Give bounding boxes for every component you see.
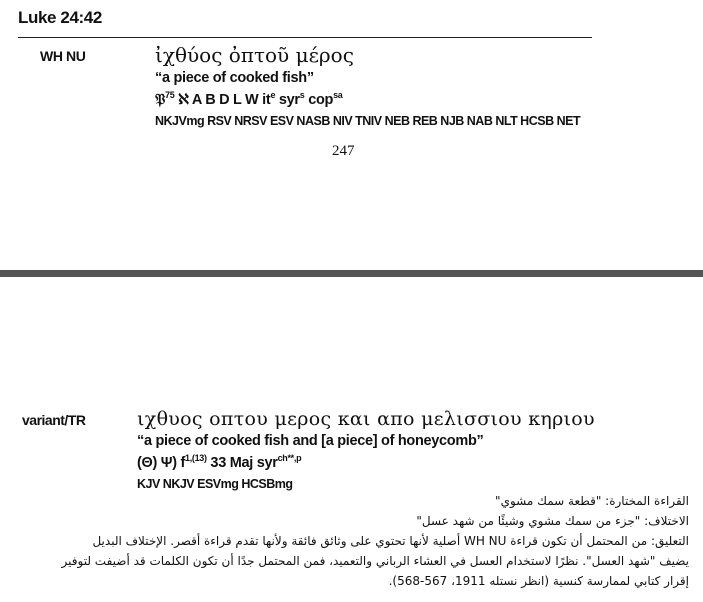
variant-label: variant/TR bbox=[22, 412, 86, 428]
section-divider bbox=[0, 270, 703, 277]
arabic-comment-line: إقرار كتابي لممارسة كنسية (انظر نستله 1911، 567-568). bbox=[388, 574, 689, 588]
variant-manuscript-sigla: (Θ) Ψ) f bbox=[137, 455, 185, 471]
papyrus-number: 75 bbox=[165, 90, 175, 101]
variant-translation-text: “a piece of cooked fish and [a piece] of honeycomb” bbox=[137, 433, 484, 449]
header-rule bbox=[18, 37, 592, 38]
variant-witness-list bbox=[137, 455, 301, 471]
variant-versions-list: KJV NKJV ESVmg HCSBmg bbox=[137, 477, 293, 491]
reading-label: WH NU bbox=[40, 48, 86, 64]
it-superscript: e bbox=[270, 90, 276, 101]
cop-superscript: sa bbox=[333, 90, 343, 101]
witness-list bbox=[155, 92, 343, 108]
papyrus-siglum: 𝔓 bbox=[155, 92, 166, 108]
arabic-chosen-reading: القراءة المختارة: "قطعة سمك مشوي" bbox=[495, 494, 689, 508]
translation-text: “a piece of cooked fish” bbox=[155, 70, 314, 86]
family-superscript: 1,(13) bbox=[184, 453, 207, 464]
variant-other-sigla: 33 Maj syr bbox=[206, 455, 278, 471]
manuscript-sigla: ℵ A B D L W it bbox=[174, 92, 271, 108]
syriac-siglum: syr bbox=[275, 92, 300, 108]
syr-variant-superscript: ch**,p bbox=[277, 453, 302, 464]
arabic-comment-line: التعليق: من المحتمل أن تكون قراءة WH NU أصلية لأنها تحتوي على وثائق فائقة ولأنها تقدم قراءة أقصر. الإختلاف البديل bbox=[92, 534, 689, 548]
page-number: 247 bbox=[332, 143, 355, 159]
variant-greek-text: ιχθυος οπτου μερος και απο μελισσιου κηριου bbox=[137, 408, 595, 430]
arabic-comment-line: يضيف "شهد العسل". نظرًا لاستخدام العسل في العشاء الرباني والتعميد، فمن المحتمل جدًا أن تكون الكلمات قد أضيفت لتوفير bbox=[61, 554, 689, 568]
arabic-variant: الاختلاف: "جزء من سمك مشوي وشيئًا من شهد عسل" bbox=[416, 514, 689, 528]
verse-reference: Luke 24:42 bbox=[18, 8, 102, 27]
greek-text: ἰχθύος ὀπτοῦ μέρος bbox=[155, 43, 354, 67]
coptic-siglum: cop bbox=[304, 92, 334, 108]
versions-list: NKJVmg RSV NRSV ESV NASB NIV TNIV NEB REB NJB NAB NLT HCSB NET bbox=[155, 114, 581, 128]
syr-superscript: s bbox=[299, 90, 305, 101]
